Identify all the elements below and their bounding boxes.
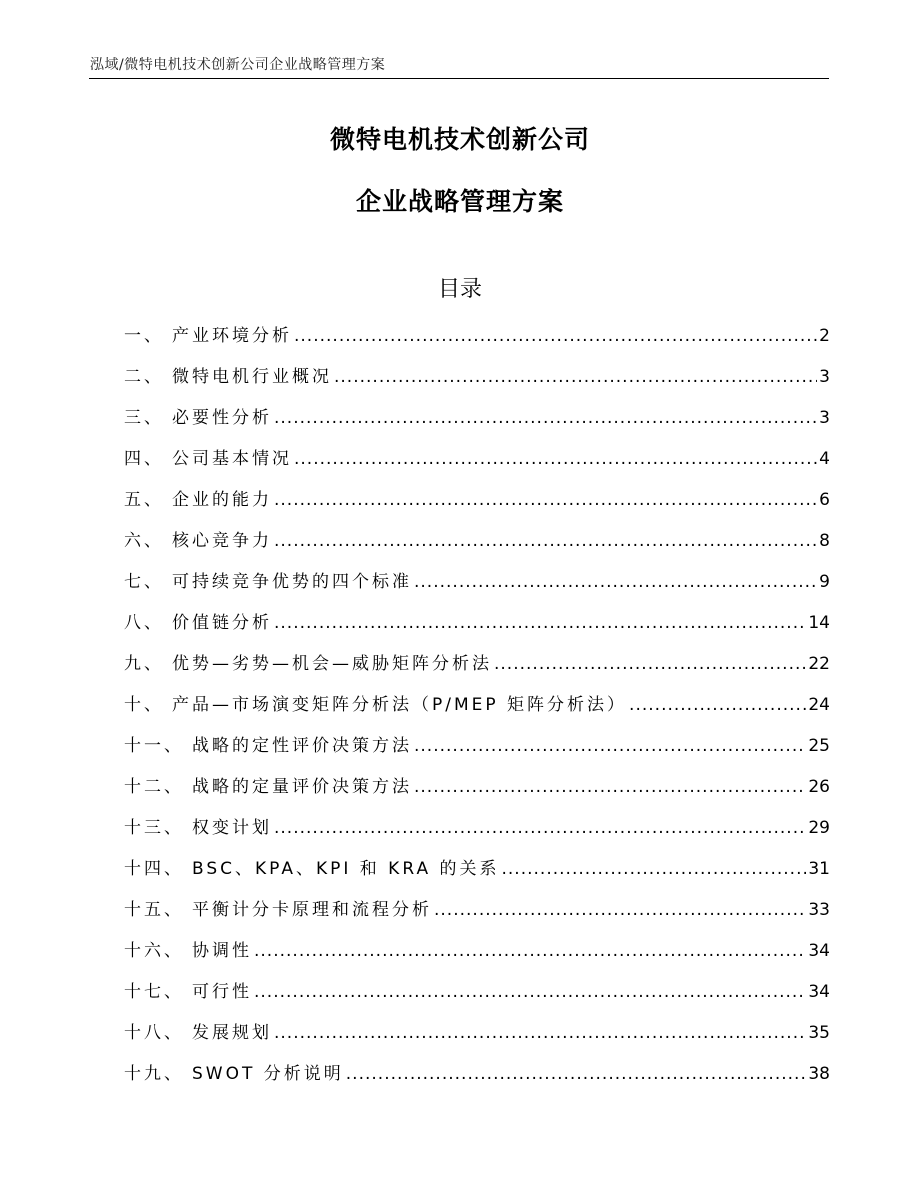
toc-dot-leader	[414, 773, 806, 801]
toc-entry-number: 七、	[124, 572, 164, 592]
toc-entry-page-number: 14	[808, 613, 830, 633]
toc-entry[interactable]	[124, 650, 830, 691]
toc-entry-number: 九、	[124, 654, 164, 674]
toc-dot-leader	[254, 937, 806, 965]
toc-entry-number: 十一、	[124, 736, 184, 756]
toc-entry[interactable]	[124, 855, 830, 896]
toc-dot-leader	[414, 568, 817, 596]
toc-entry-number: 十三、	[124, 818, 184, 838]
toc-entry[interactable]	[124, 1060, 830, 1101]
toc-entry-title: 微特电机行业概况	[172, 367, 332, 387]
document-title: 微特电机技术创新公司	[329, 125, 590, 154]
toc-entry[interactable]	[124, 527, 830, 568]
toc-entry-title: 权变计划	[192, 818, 272, 838]
document-subtitle: 企业战略管理方案	[355, 187, 564, 216]
toc-entry-number: 十四、	[124, 859, 184, 879]
toc-entry-title: 产品—市场演变矩阵分析法（P/MEP 矩阵分析法）	[172, 695, 628, 715]
toc-dot-leader	[254, 978, 806, 1006]
toc-entry[interactable]	[124, 732, 830, 773]
toc-dot-leader	[274, 404, 817, 432]
toc-entry-number: 一、	[124, 326, 164, 346]
toc-dot-leader	[434, 896, 806, 924]
toc-entry[interactable]	[124, 568, 830, 609]
toc-entry[interactable]	[124, 445, 830, 486]
toc-entry-page-number: 6	[819, 490, 830, 510]
toc-entry[interactable]	[124, 609, 830, 650]
toc-entry-number: 十五、	[124, 900, 184, 920]
toc-entry-title: 企业的能力	[172, 490, 272, 510]
toc-entry-number: 八、	[124, 613, 164, 633]
toc-dot-leader	[274, 814, 806, 842]
toc-entry-page-number: 4	[819, 449, 830, 469]
toc-entry-title: 公司基本情况	[172, 449, 292, 469]
toc-entry-title: 产业环境分析	[172, 326, 292, 346]
toc-entry-title: 发展规划	[192, 1023, 272, 1043]
toc-entry-page-number: 24	[808, 695, 830, 715]
toc-entry-number: 三、	[124, 408, 164, 428]
toc-heading: 目录	[437, 277, 482, 302]
toc-entry-number: 十八、	[124, 1023, 184, 1043]
toc-entry[interactable]	[124, 1019, 830, 1060]
toc-entry[interactable]	[124, 322, 830, 363]
toc-entry-page-number: 3	[819, 367, 830, 387]
toc-entry[interactable]	[124, 814, 830, 855]
toc-dot-leader	[494, 650, 806, 678]
toc-entry-number: 十七、	[124, 982, 184, 1002]
toc-entry-title: 价值链分析	[172, 613, 272, 633]
toc-dot-leader	[294, 322, 817, 350]
toc-entry-number: 十、	[124, 695, 164, 715]
toc-entry-title: 平衡计分卡原理和流程分析	[192, 900, 432, 920]
toc-entry-number: 六、	[124, 531, 164, 551]
toc-entry[interactable]	[124, 691, 830, 732]
toc-entry-page-number: 33	[808, 900, 830, 920]
toc-dot-leader	[274, 527, 817, 555]
toc-entry-number: 二、	[124, 367, 164, 387]
toc-dot-leader	[274, 486, 817, 514]
toc-entry-number: 十六、	[124, 941, 184, 961]
toc-entry-number: 五、	[124, 490, 164, 510]
toc-entry-title: SWOT 分析说明	[192, 1064, 344, 1084]
toc-entry-page-number: 3	[819, 408, 830, 428]
toc-entry-title: 必要性分析	[172, 408, 272, 428]
toc-entry-number: 十二、	[124, 777, 184, 797]
toc-entry[interactable]	[124, 486, 830, 527]
toc-entry-number: 十九、	[124, 1064, 184, 1084]
toc-entry-page-number: 2	[819, 326, 830, 346]
toc-entry-title: 战略的定性评价决策方法	[192, 736, 412, 756]
toc-entry[interactable]	[124, 363, 830, 404]
header-divider	[89, 78, 829, 79]
toc-entry-title: 核心竞争力	[172, 531, 272, 551]
toc-entry-page-number: 35	[808, 1023, 830, 1043]
running-header: 泓域/微特电机技术创新公司企业战略管理方案	[90, 57, 386, 73]
toc-entry-title: 战略的定量评价决策方法	[192, 777, 412, 797]
toc-entry-page-number: 25	[808, 736, 830, 756]
toc-entry-page-number: 26	[808, 777, 830, 797]
toc-dot-leader	[274, 609, 806, 637]
toc-entry-title: 优势—劣势—机会—威胁矩阵分析法	[172, 654, 492, 674]
toc-entry-title: BSC、KPA、KPI 和 KRA 的关系	[192, 859, 500, 879]
toc-dot-leader	[629, 691, 806, 719]
toc-entry[interactable]	[124, 978, 830, 1019]
toc-entry-number: 四、	[124, 449, 164, 469]
toc-entry[interactable]	[124, 404, 830, 445]
toc-dot-leader	[294, 445, 817, 473]
toc-dot-leader	[334, 363, 817, 391]
toc-entry-page-number: 38	[808, 1064, 830, 1084]
toc-entry-page-number: 9	[819, 572, 830, 592]
toc-entry-page-number: 29	[808, 818, 830, 838]
toc-entry-page-number: 22	[808, 654, 830, 674]
toc-entry[interactable]	[124, 896, 830, 937]
toc-dot-leader	[274, 1019, 806, 1047]
toc-entry-title: 可持续竞争优势的四个标准	[172, 572, 412, 592]
toc-entry-page-number: 34	[808, 982, 830, 1002]
toc-entry-page-number: 31	[808, 859, 830, 879]
toc-entry[interactable]	[124, 773, 830, 814]
toc-dot-leader	[414, 732, 806, 760]
toc-entry[interactable]	[124, 937, 830, 978]
table-of-contents	[124, 322, 830, 1101]
toc-dot-leader	[346, 1060, 807, 1088]
toc-entry-page-number: 34	[808, 941, 830, 961]
toc-entry-title: 协调性	[192, 941, 252, 961]
toc-dot-leader	[502, 855, 807, 883]
toc-entry-page-number: 8	[819, 531, 830, 551]
toc-entry-title: 可行性	[192, 982, 252, 1002]
